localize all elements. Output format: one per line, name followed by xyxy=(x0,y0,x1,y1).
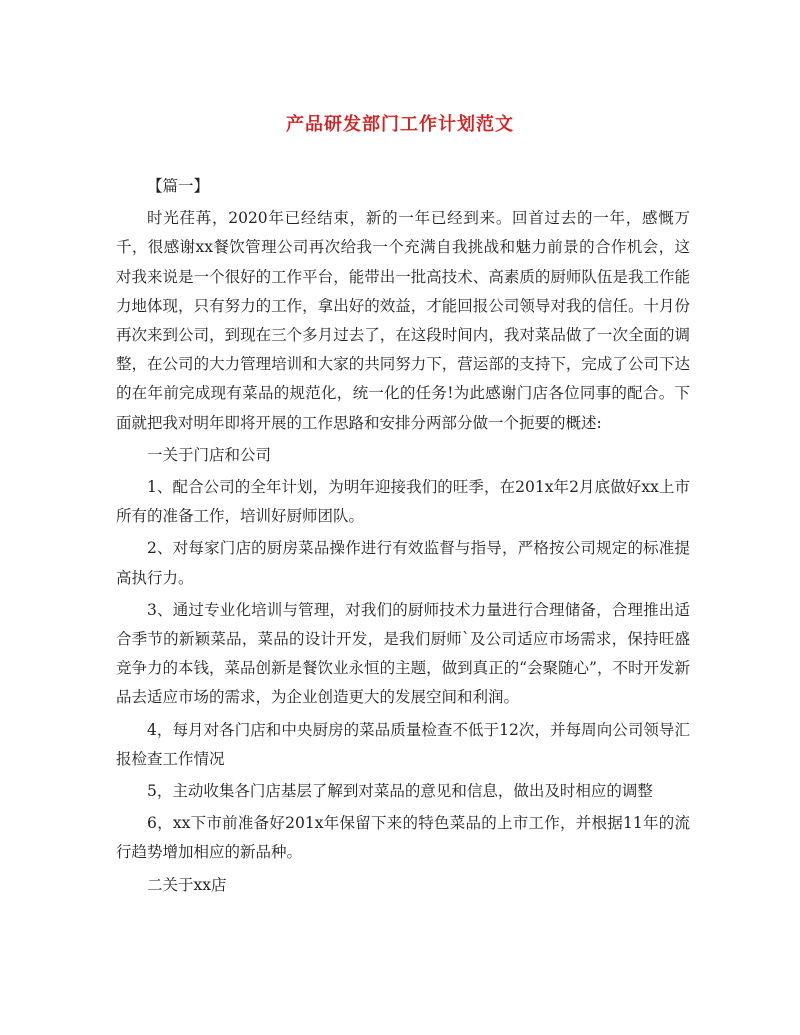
plan-item-2: 2、对每家门店的厨房菜品操作进行有效监督与指导，严格按公司规定的标准提高执行力。 xyxy=(116,539,690,587)
subheading-stores-and-company: 一关于门店和公司 xyxy=(147,445,272,464)
document-body xyxy=(116,172,690,900)
plan-item-3: 3、通过专业化培训与管理，对我们的厨师技术力量进行合理储备，合理推出适合季节的新颖菜品，菜品的设计开发，是我们厨师`及公司适应市场需求，保持旺盛竞争力的本钱，菜品创新是餐饮业永恒的主题，做到真正的“会聚随心”，不时开发新品去适应市场的需求，为企业创造更大的发展空间和利润。 xyxy=(116,600,690,707)
section-heading-part-one: 【篇一】 xyxy=(147,177,210,195)
plan-item-6: 6，xx下市前准备好201x年保留下来的特色菜品的上市工作，并根据11年的流行趋势增加相应的新品种。 xyxy=(116,814,690,862)
plan-item-5: 5，主动收集各门店基层了解到对菜品的意见和信息，做出及时相应的调整 xyxy=(147,782,653,801)
plan-item-4: 4，每月对各门店和中央厨房的菜品质量检查不低于12次，并每周向公司领导汇报检查工作情况 xyxy=(116,720,690,768)
intro-paragraph: 时光荏苒，2020年已经结束，新的一年已经到来。回首过去的一年，感慨万千，很感谢xx餐饮管理公司再次给我一个充满自我挑战和魅力前景的合作机会，这对我来说是一个很好的工作平台，能带出一批高技术、高素质的厨师队伍是我工作能力地体现，只有努力的工作，拿出好的效益，才能回报公司领导对我的信任。十月份再次来到公司，到现在三个多月过去了，在这段时间内，我对菜品做了一次全面的调整，在公司的大力管理培训和大家的共同努力下，营运部的支持下，完成了公司下达的在年前完成现有菜品的规范化，统一化的任务!为此感谢门店各位同事的配合。下面就把我对明年即将开展的工作思路和安排分两部分做一个扼要的概述: xyxy=(116,209,690,432)
subheading-xx-store: 二关于xx店 xyxy=(147,875,227,894)
document-title: 产品研发部门工作计划范文 xyxy=(286,114,514,135)
plan-item-1: 1、配合公司的全年计划，为明年迎接我们的旺季，在201x年2月底做好xx上市所有的准备工作，培训好厨师团队。 xyxy=(116,478,690,526)
